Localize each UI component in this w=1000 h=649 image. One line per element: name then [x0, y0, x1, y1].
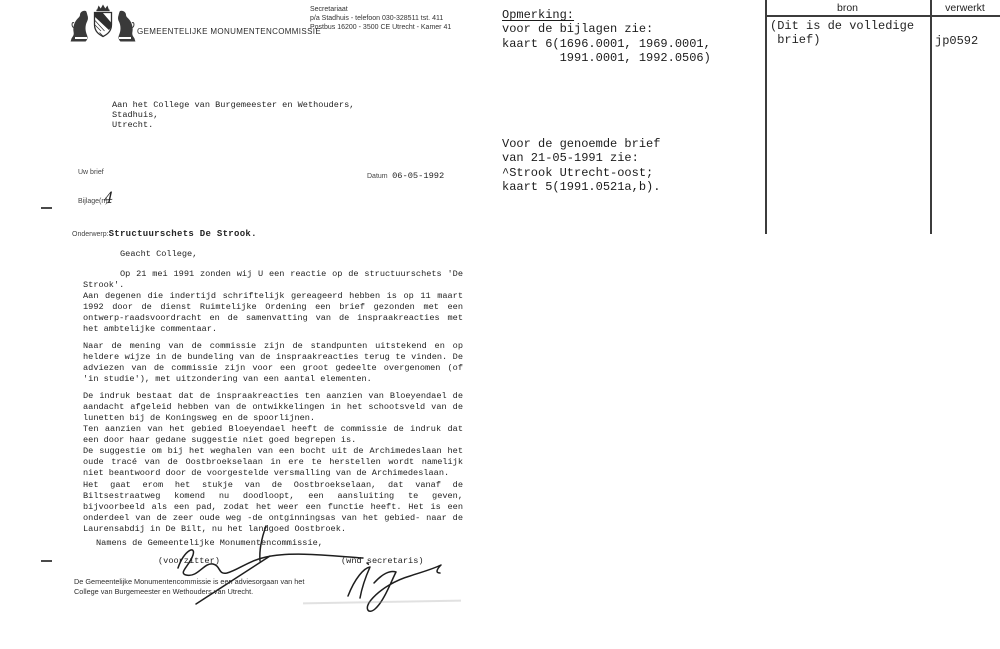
bijlagen-value-handwritten: 4: [103, 188, 114, 208]
recipient-line: Stadhuis,: [112, 110, 159, 121]
reference-note: [502, 137, 660, 195]
paragraph-segment: Naar de mening van de commissie zijn de standpunten uitstekend en op heldere wijze in de bundeling van de inspraakreacties terug te vinden. De adviezen van de commissie zijn voor een groot gedeelte overgenomen (of 'in studie'), met uitzondering van een aantal elementen.: [83, 341, 463, 384]
fold-mark-bottom: [41, 560, 52, 562]
voorzitter-label: (voorzitter): [158, 556, 220, 566]
datum-label: Datum: [367, 173, 388, 180]
table-header-verwerkt: verwerkt: [945, 2, 985, 14]
table-header-rule: [765, 15, 1000, 17]
secretariat-line: p/a Stadhuis - telefoon 030-328511 tst. 411: [310, 14, 444, 22]
onderwerp-field: [72, 223, 257, 241]
recipient-line: Utrecht.: [112, 120, 154, 131]
reference-line: Voor de genoemde brief: [502, 137, 661, 151]
opmerking-line: 1991.0001, 1992.0506): [502, 51, 711, 66]
recipient-line: Aan het College van Burgemeester en Wethouders,: [112, 100, 355, 110]
utrecht-coat-of-arms-logo: [70, 3, 136, 45]
reference-line: kaart 5(1991.0521a,b).: [502, 180, 661, 195]
opmerking-note: [502, 8, 711, 66]
reference-line: van 21-05-1991 zie:: [502, 151, 639, 166]
paragraph: [83, 391, 463, 424]
opmerking-line: kaart 6(1696.0001, 1969.0001,: [502, 36, 711, 51]
footer-note: [74, 577, 304, 597]
footer-line: De Gemeentelijke Monumentencommissie is een adviesorgaan van het: [74, 577, 305, 586]
reference-line: ^Strook Utrecht-oost;: [502, 165, 654, 180]
fold-mark-top: [41, 207, 52, 209]
org-name: GEMEENTELIJKE MONUMENTENCOMMISSIE: [137, 27, 322, 36]
secretaris-label: (wnd secretaris): [341, 556, 424, 566]
closing-line: Namens de Gemeentelijke Monumentencommissie,: [96, 538, 323, 548]
table-cell-verwerkt: jp0592: [935, 34, 979, 48]
datum-field: [367, 165, 444, 183]
secretariat-line: Postbus 16200 - 3500 CE Utrecht - Kamer 41: [310, 23, 452, 31]
paragraph: [83, 269, 463, 335]
paragraph: [83, 341, 463, 385]
uw-brief-label: Uw brief: [78, 169, 104, 176]
footer-line: College van Burgemeester en Wethouders van Utrecht.: [74, 586, 254, 596]
table-cell-bron: [770, 19, 914, 48]
paragraph-segment: Ten aanzien van het gebied Bloeyendael heeft de commissie de indruk dat een door haar gedane suggestie niet goed begrepen is.: [83, 424, 463, 445]
paragraph-segment: Op 21 mei 1991 zonden wij U een reactie op de structuurschets 'De Strook'.: [83, 269, 463, 290]
datum-value: 06-05-1992: [392, 171, 445, 181]
paragraph-segment: De indruk bestaat dat de inspraakreacties ten aanzien van Bloeyendael de aandacht afgeleid hebben van de ontwikkelingen in het schootsveld van de lunetten bij de Koningsweg en de spoorlijnen.: [83, 391, 463, 423]
paragraph-segment: De suggestie om bij het weghalen van een bocht uit de Archimedeslaan het oude tracé van de Oostbroekselaan in ere te herstellen wordt namelijk niet beantwoord door de voorgestelde versmalling van de Archimedeslaan.: [83, 446, 463, 478]
salutation: Geacht College,: [120, 249, 198, 259]
bron-line: brief): [770, 33, 821, 48]
table-border-left: [765, 0, 767, 234]
secretariat-line: Secretariaat: [310, 6, 348, 13]
paragraph-segment: Het gaat erom het stukje van de Oostbroekselaan, dat vanaf de Biltsestraatweg komend nu doodloopt, een aansluiting te geven, bijvoorbeeld als een pad, zodat het weer een functie heeft. Het is een onderdeel van de zeer oude weg -de ontginningsas van het gebied- naar de Laurensabdij in De Bilt, nu het landgoed Oostbroek.: [83, 480, 463, 534]
table-header-bron: bron: [836, 2, 858, 14]
paragraph: [83, 424, 463, 479]
secretariat-block: [310, 6, 451, 32]
opmerking-title: Opmerking:: [502, 8, 575, 22]
recipient-address: [112, 100, 354, 131]
onderwerp-label: Onderwerp:: [72, 231, 109, 238]
opmerking-line: voor de bijlagen zie:: [502, 22, 654, 37]
table-border-middle: [930, 0, 932, 234]
bijlagen-label: Bijlage(n): [78, 198, 108, 205]
paragraph-segment: Aan degenen die indertijd schriftelijk gereageerd hebben is op 11 maart 1992 door de dienst Ruimtelijke Ordening een brief gezonden met een ontwerp-raadsvoordracht en de samenvatting van de inspraakreacties met het ambtelijke commentaar.: [83, 291, 463, 334]
secretaris-signature: [336, 556, 461, 618]
bron-line: (Dit is de volledige: [770, 19, 915, 33]
onderwerp-value: Structuurschets De Strook.: [108, 229, 257, 239]
